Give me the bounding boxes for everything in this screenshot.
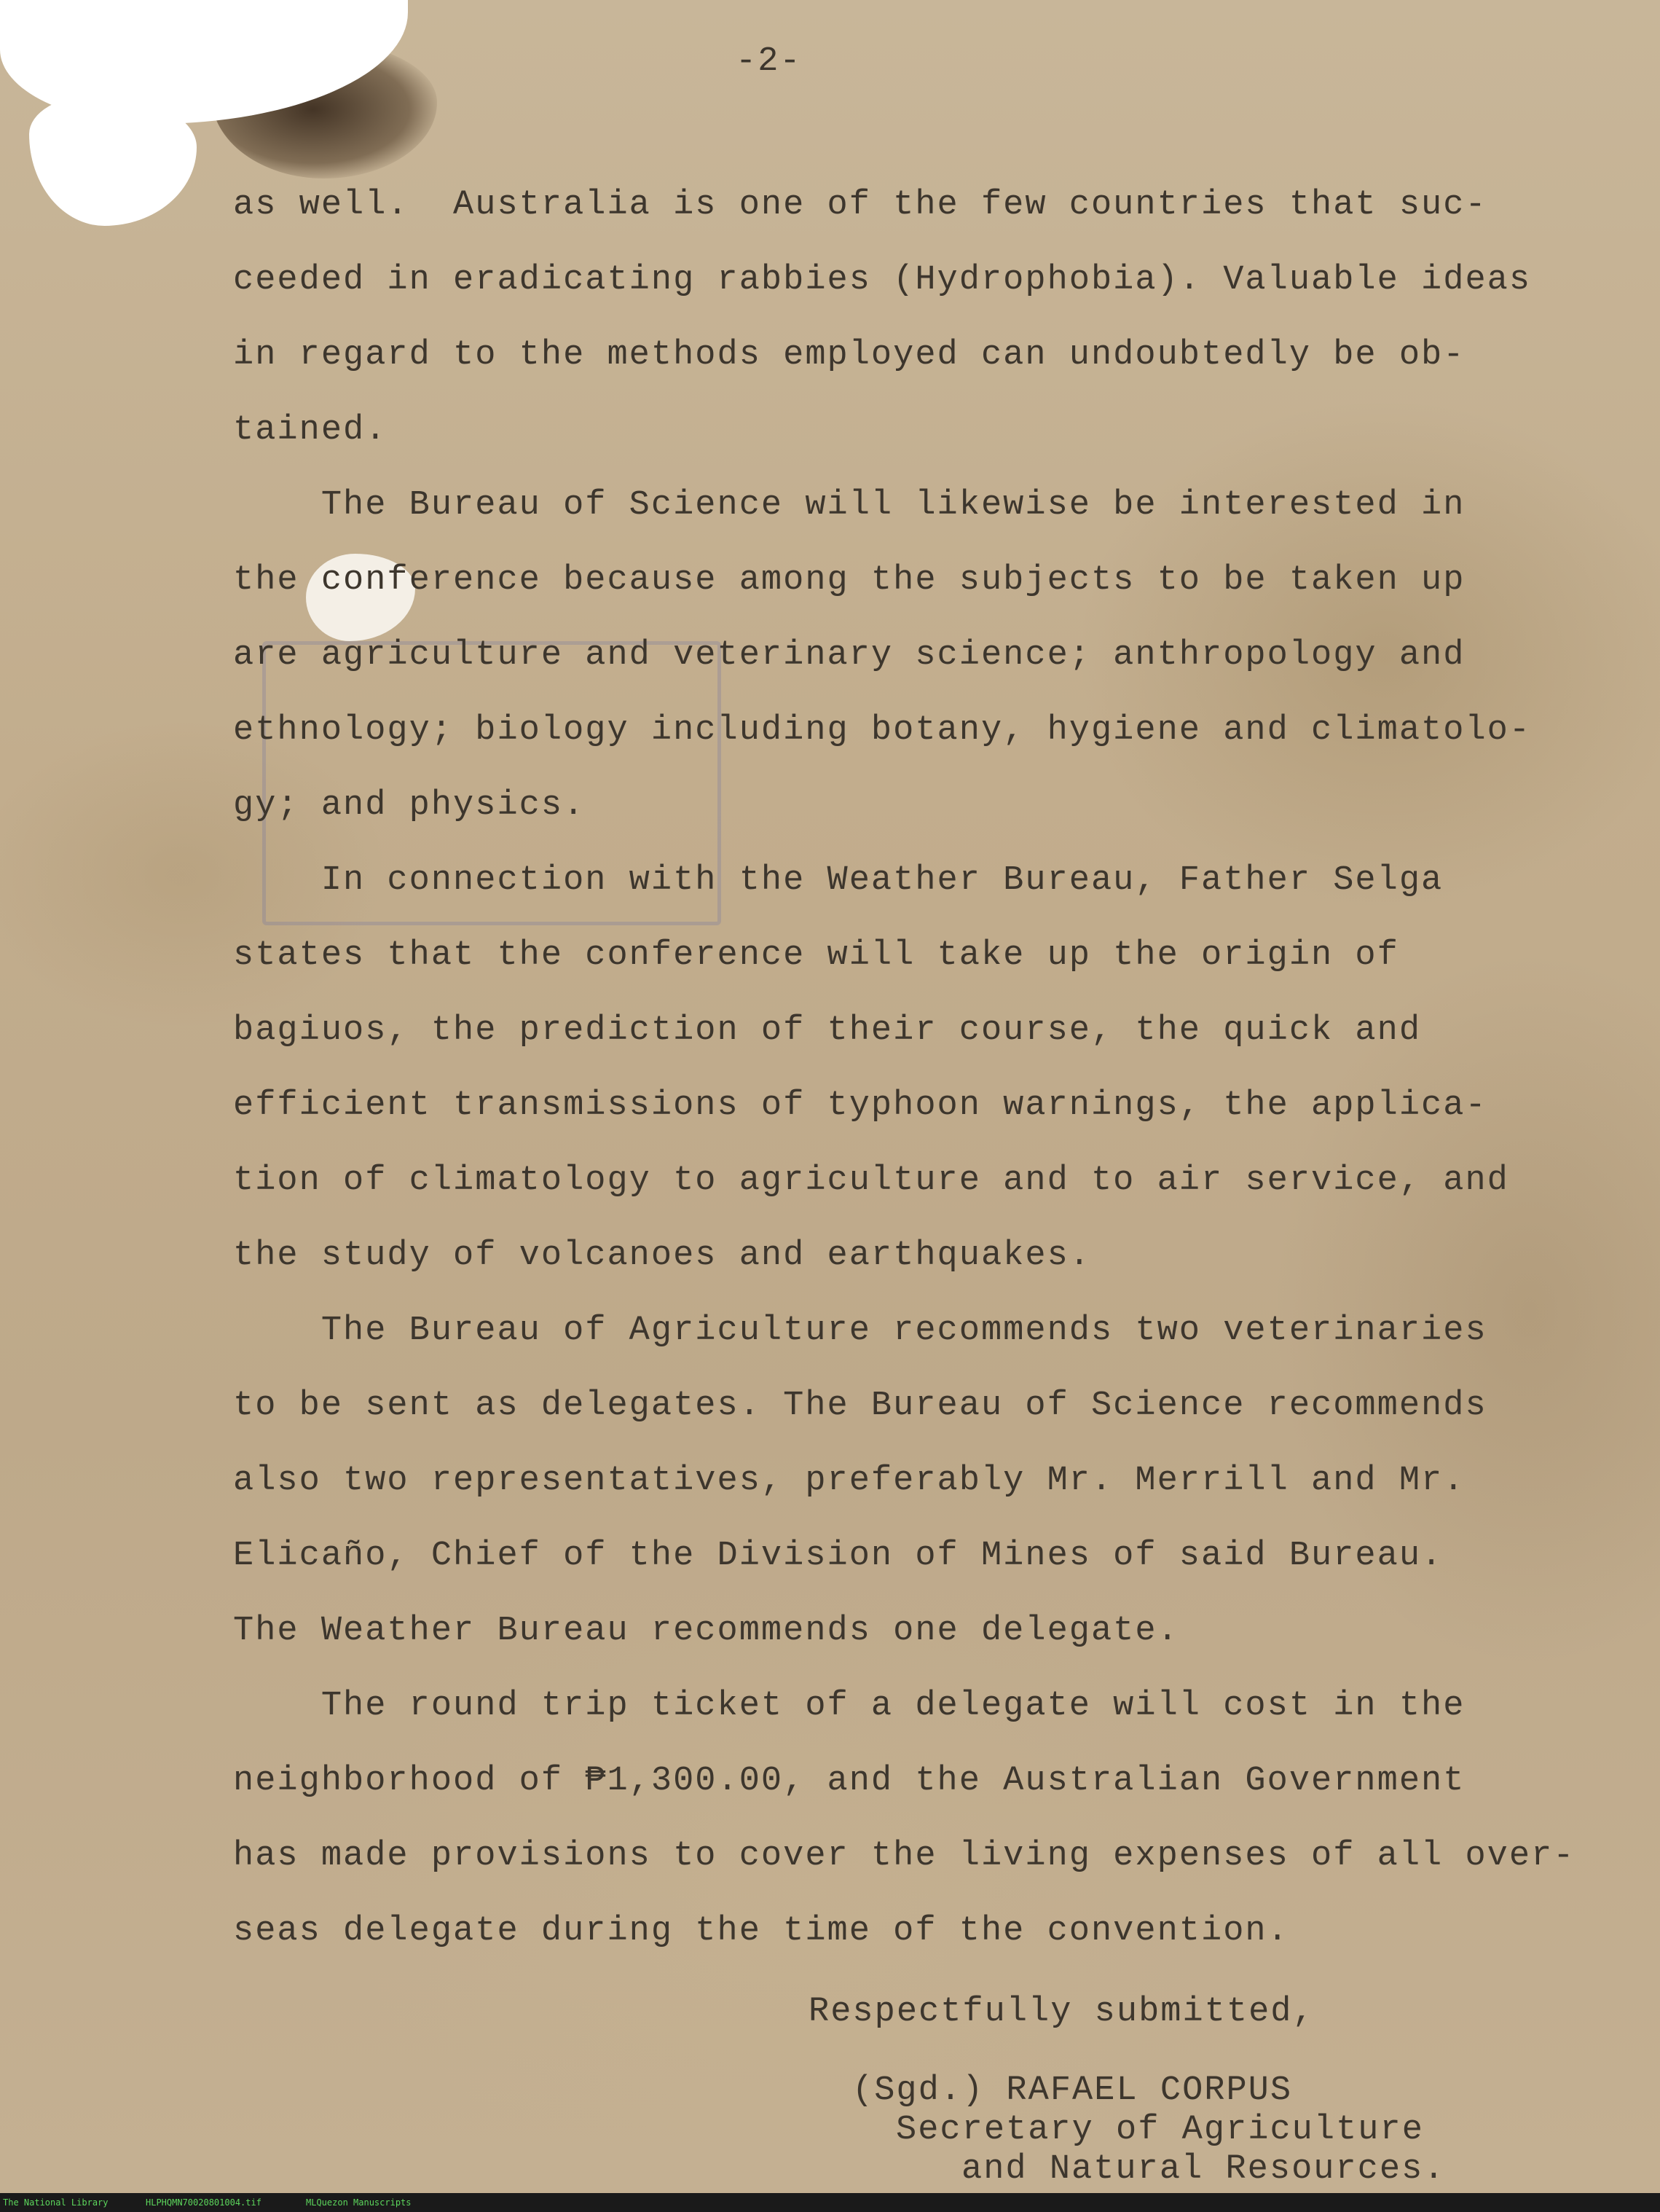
text-line: tion of climatology to agriculture and to air service, and bbox=[233, 1161, 1509, 1200]
signature-title: and Natural Resources. bbox=[961, 2150, 1446, 2189]
text-line: the conference because among the subjects to be taken up bbox=[233, 561, 1466, 600]
text-line: also two representatives, preferably Mr. Merrill and Mr. bbox=[233, 1462, 1466, 1500]
text-line: the study of volcanoes and earthquakes. bbox=[233, 1236, 1091, 1275]
signature-name: (Sgd.) RAFAEL CORPUS bbox=[852, 2071, 1293, 2110]
text-line: states that the conference will take up the origin of bbox=[233, 936, 1399, 975]
text-line: gy; and physics. bbox=[233, 786, 586, 825]
text-line: The Bureau of Science will likewise be interested in bbox=[233, 486, 1466, 525]
footer-file-name: HLPHQMN70020801004.tif bbox=[146, 2197, 261, 2208]
torn-hole bbox=[29, 95, 197, 226]
text-line: seas delegate during the time of the convention. bbox=[233, 1912, 1289, 1950]
text-line: tained. bbox=[233, 411, 388, 450]
text-line: has made provisions to cover the living expenses of all over- bbox=[233, 1837, 1576, 1875]
text-line: ethnology; biology including botany, hygiene and climatolo- bbox=[233, 711, 1532, 750]
text-line: bagiuos, the prediction of their course, the quick and bbox=[233, 1011, 1422, 1050]
text-line: The round trip ticket of a delegate will cost in the bbox=[233, 1687, 1466, 1725]
closing-line: Respectfully submitted, bbox=[809, 1993, 1315, 2031]
text-line: efficient transmissions of typhoon warnings, the applica- bbox=[233, 1086, 1487, 1125]
signature-title: Secretary of Agriculture bbox=[896, 2111, 1424, 2149]
text-line: In connection with the Weather Bureau, Father Selga bbox=[233, 861, 1444, 900]
footer-library: The National Library bbox=[3, 2197, 109, 2208]
text-line: neighborhood of ₱1,300.00, and the Australian Government bbox=[233, 1762, 1466, 1800]
text-line: to be sent as delegates. The Bureau of Science recommends bbox=[233, 1387, 1487, 1425]
text-line: in regard to the methods employed can undoubtedly be ob- bbox=[233, 336, 1466, 374]
page-number: -2- bbox=[736, 42, 802, 81]
text-line: Elicaño, Chief of the Division of Mines of said Bureau. bbox=[233, 1537, 1444, 1575]
text-line: The Weather Bureau recommends one delegate. bbox=[233, 1612, 1179, 1650]
text-line: as well. Australia is one of the few countries that suc- bbox=[233, 186, 1487, 224]
footer-collection: MLQuezon Manuscripts bbox=[306, 2197, 412, 2208]
text-line: are agriculture and veterinary science; anthropology and bbox=[233, 636, 1466, 675]
scan-footer-bar bbox=[0, 2193, 1660, 2212]
text-line: ceeded in eradicating rabbies (Hydrophobia). Valuable ideas bbox=[233, 261, 1532, 299]
text-line: The Bureau of Agriculture recommends two veterinaries bbox=[233, 1311, 1487, 1350]
